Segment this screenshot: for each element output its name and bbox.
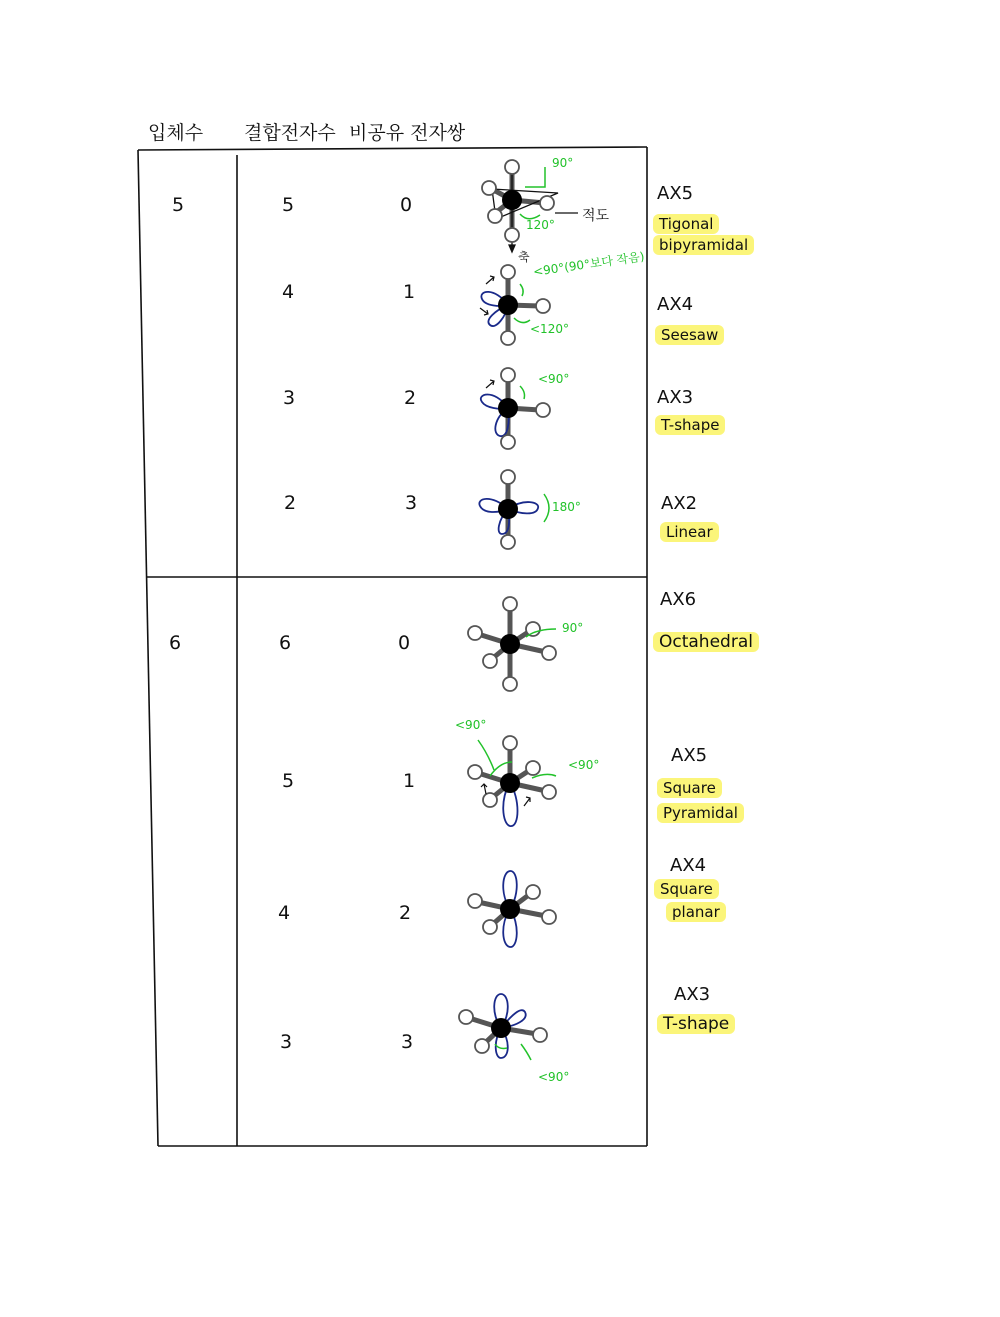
axial-label: 축 xyxy=(518,250,530,264)
shape-label: Seesaw xyxy=(655,325,724,345)
bonding-count: 5 xyxy=(281,194,295,216)
angle-label: 120° xyxy=(526,218,555,232)
lone-pair-count: 2 xyxy=(403,387,417,409)
equatorial-label: 적도 xyxy=(582,208,610,224)
bonding-count: 4 xyxy=(281,281,295,303)
shape-label: Square xyxy=(654,879,719,899)
shape-label: T-shape xyxy=(657,1014,735,1034)
ax-formula: AX3 xyxy=(657,387,694,408)
angle-label: <90° xyxy=(568,758,600,772)
angle-label: <90° xyxy=(538,1070,570,1084)
square-pyramidal-diagram xyxy=(460,732,570,832)
header-steric-number: 입체수 xyxy=(148,122,204,144)
bonding-count: 3 xyxy=(279,1031,293,1053)
shape-label: bipyramidal xyxy=(653,235,754,255)
lone-pair-count: 0 xyxy=(399,194,413,216)
shape-label: planar xyxy=(666,902,726,922)
shape-label: Square xyxy=(657,778,722,798)
ax-formula: AX4 xyxy=(670,855,707,876)
angle-label: <90° xyxy=(538,372,570,386)
t-shape-octahedral-diagram xyxy=(455,990,565,1070)
header-lone-pairs: 비공유 전자쌍 xyxy=(349,122,466,144)
shape-label: Tigonal xyxy=(653,214,719,234)
ax-formula: AX4 xyxy=(657,294,694,315)
shape-label: Pyramidal xyxy=(657,803,744,823)
lone-pair-count: 2 xyxy=(398,902,412,924)
lone-pair-count: 1 xyxy=(402,770,416,792)
angle-label: <120° xyxy=(530,322,569,336)
shape-label: Octahedral xyxy=(653,632,759,652)
ax-formula: AX2 xyxy=(661,493,698,514)
angle-label: 180° xyxy=(552,500,581,514)
square-planar-diagram xyxy=(460,866,570,956)
angle-label: 90° xyxy=(552,156,574,170)
lone-pair-count: 3 xyxy=(404,492,418,514)
ax-formula: AX6 xyxy=(660,589,697,610)
lone-pair-count: 0 xyxy=(397,632,411,654)
steric-number-5: 5 xyxy=(171,194,185,216)
angle-label: <90°(90°보다 작음) xyxy=(532,249,646,279)
bonding-count: 5 xyxy=(281,770,295,792)
bonding-count: 2 xyxy=(283,492,297,514)
angle-label: <90° xyxy=(455,718,487,732)
angle-label: 90° xyxy=(562,621,584,635)
octahedral-diagram xyxy=(460,593,570,698)
lone-pair-count: 3 xyxy=(400,1031,414,1053)
bonding-count: 3 xyxy=(282,387,296,409)
shape-label: Linear xyxy=(660,522,719,542)
ax-formula: AX5 xyxy=(657,183,694,204)
steric-number-6: 6 xyxy=(168,632,182,654)
ax-formula: AX5 xyxy=(671,745,708,766)
lone-pair-count: 1 xyxy=(402,281,416,303)
header-bonding-pairs: 결합전자수 xyxy=(244,122,336,144)
ax-formula: AX3 xyxy=(674,984,711,1005)
linear-diagram xyxy=(470,468,560,553)
bonding-count: 4 xyxy=(277,902,291,924)
bonding-count: 6 xyxy=(278,632,292,654)
shape-label: T-shape xyxy=(655,415,725,435)
